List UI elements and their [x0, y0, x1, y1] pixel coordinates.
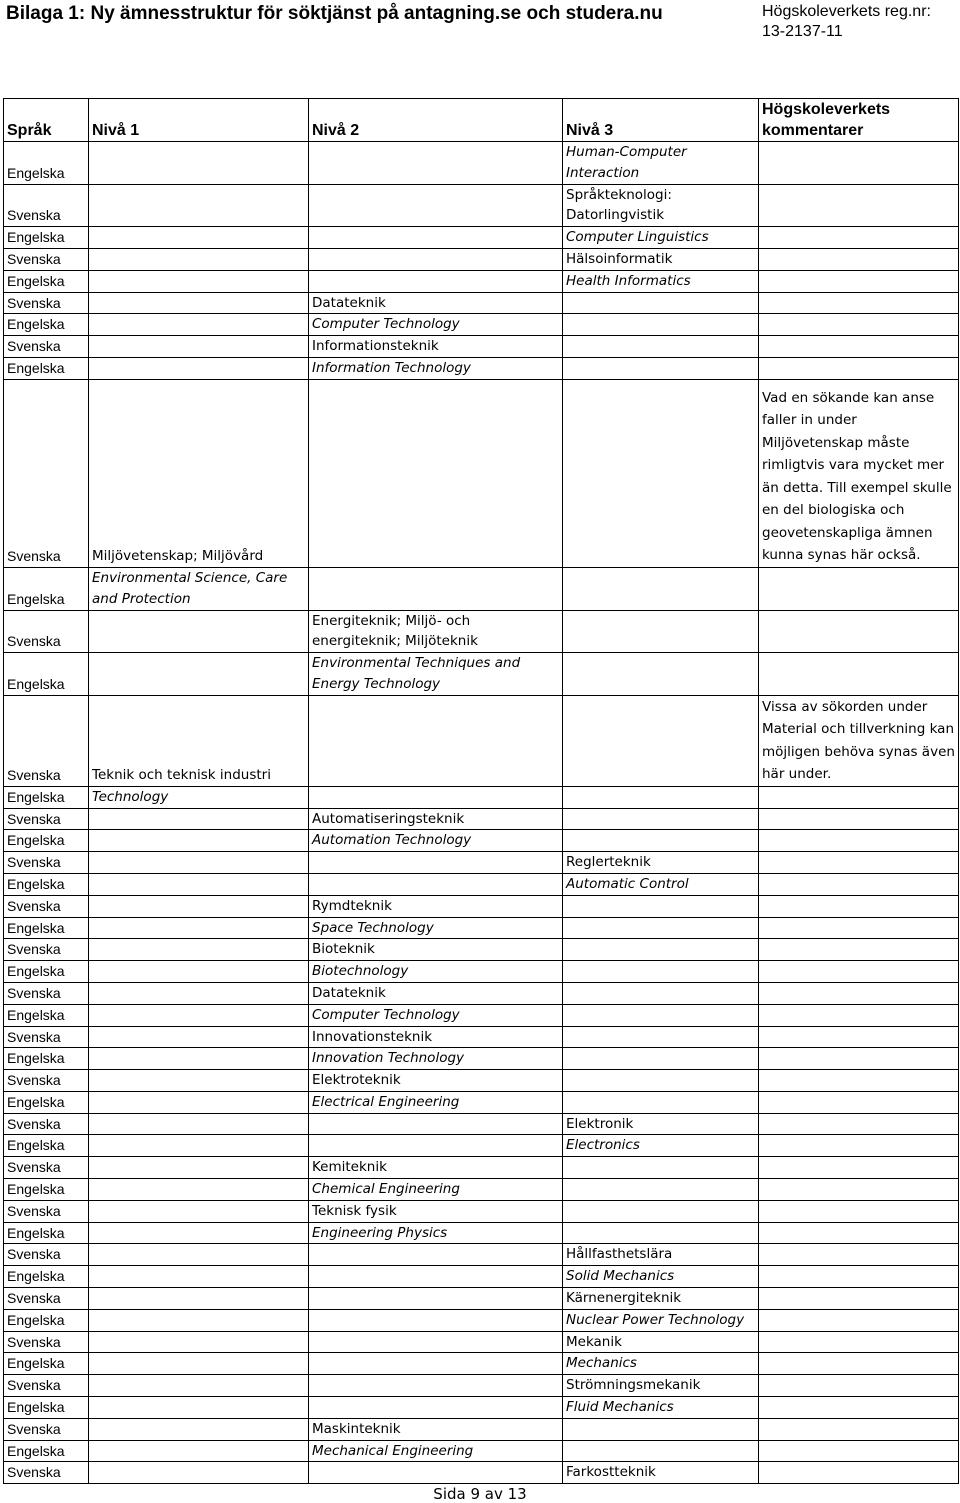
level-3-cell: [563, 1418, 759, 1440]
level-2-cell: [309, 1288, 563, 1310]
comment-cell: [759, 895, 959, 917]
level-2-cell: Mechanical Engineering: [309, 1440, 563, 1462]
language-cell: Svenska: [4, 1462, 89, 1484]
level-1-cell: Miljövetenskap; Miljövård: [89, 379, 309, 567]
level-2-cell: [309, 1244, 563, 1266]
level-2-cell: [309, 184, 563, 227]
language-cell: Engelska: [4, 142, 89, 185]
level-3-cell: [563, 1004, 759, 1026]
level-2-cell: Biotechnology: [309, 961, 563, 983]
table-row: [4, 852, 959, 874]
level-3-cell: [563, 695, 759, 786]
comment-cell: [759, 1091, 959, 1113]
comment-cell: [759, 1244, 959, 1266]
level-1-cell: [89, 1309, 309, 1331]
level-1-cell: Teknik och teknisk industri: [89, 695, 309, 786]
comment-cell: [759, 292, 959, 314]
level-3-cell: [563, 357, 759, 379]
level-2-cell: Innovation Technology: [309, 1048, 563, 1070]
comment-cell: [759, 786, 959, 808]
level-2-cell: [309, 1397, 563, 1419]
header-comments: Högskoleverkets kommentarer: [759, 99, 959, 142]
comment-cell: [759, 142, 959, 185]
level-1-cell: [89, 873, 309, 895]
level-2-cell: Informationsteknik: [309, 336, 563, 358]
comment-cell: [759, 1418, 959, 1440]
language-cell: Engelska: [4, 1048, 89, 1070]
level-3-cell: Human-Computer Interaction: [563, 142, 759, 185]
table-row: [4, 982, 959, 1004]
level-1-cell: [89, 336, 309, 358]
level-3-cell: [563, 379, 759, 567]
level-2-cell: [309, 1309, 563, 1331]
table-row: [4, 1026, 959, 1048]
level-1-cell: [89, 610, 309, 653]
header-level-3: Nivå 3: [563, 99, 759, 142]
level-3-cell: [563, 895, 759, 917]
level-3-cell: [563, 808, 759, 830]
level-3-cell: [563, 567, 759, 610]
table-row: [4, 248, 959, 270]
table-row: [4, 1179, 959, 1201]
language-cell: Engelska: [4, 1135, 89, 1157]
header-language: Språk: [4, 99, 89, 142]
table-row: [4, 1309, 959, 1331]
language-cell: Svenska: [4, 1418, 89, 1440]
level-2-cell: Energiteknik; Miljö- och energiteknik; Miljöteknik: [309, 610, 563, 653]
table-row: [4, 1353, 959, 1375]
level-1-cell: [89, 248, 309, 270]
language-cell: Svenska: [4, 379, 89, 567]
comment-cell: [759, 1135, 959, 1157]
comment-cell: [759, 1048, 959, 1070]
page-number: Sida 9 av 13: [433, 1485, 527, 1503]
level-2-cell: Kemiteknik: [309, 1157, 563, 1179]
comment-cell: [759, 270, 959, 292]
table-row: [4, 1288, 959, 1310]
level-1-cell: [89, 1353, 309, 1375]
table-row: [4, 1070, 959, 1092]
table-row: [4, 917, 959, 939]
comment-cell: [759, 1440, 959, 1462]
table-row: [4, 1222, 959, 1244]
table-row: [4, 961, 959, 983]
table-row: [4, 379, 959, 567]
level-2-cell: [309, 567, 563, 610]
comment-cell: [759, 1266, 959, 1288]
level-2-cell: Elektroteknik: [309, 1070, 563, 1092]
level-1-cell: [89, 1331, 309, 1353]
language-cell: Engelska: [4, 1309, 89, 1331]
table-row: [4, 1418, 959, 1440]
language-cell: Engelska: [4, 961, 89, 983]
comment-cell: [759, 830, 959, 852]
level-3-cell: [563, 961, 759, 983]
language-cell: Engelska: [4, 873, 89, 895]
language-cell: Engelska: [4, 1440, 89, 1462]
level-2-cell: [309, 270, 563, 292]
comment-cell: [759, 1157, 959, 1179]
table-row: [4, 142, 959, 185]
comment-cell: [759, 1397, 959, 1419]
table-row: [4, 1462, 959, 1484]
table-row: [4, 1157, 959, 1179]
level-3-cell: [563, 1440, 759, 1462]
level-3-cell: Kärnenergiteknik: [563, 1288, 759, 1310]
table-row: [4, 786, 959, 808]
level-1-cell: [89, 1026, 309, 1048]
table-row: [4, 1048, 959, 1070]
comment-cell: [759, 1222, 959, 1244]
level-1-cell: [89, 1135, 309, 1157]
language-cell: Engelska: [4, 357, 89, 379]
comment-cell: [759, 357, 959, 379]
level-3-cell: Electronics: [563, 1135, 759, 1157]
comment-cell: [759, 1331, 959, 1353]
level-1-cell: [89, 1244, 309, 1266]
level-1-cell: [89, 808, 309, 830]
language-cell: Svenska: [4, 248, 89, 270]
table-row: [4, 227, 959, 249]
comment-cell: [759, 248, 959, 270]
table-row: [4, 270, 959, 292]
level-3-cell: [563, 939, 759, 961]
level-1-cell: [89, 357, 309, 379]
level-2-cell: Computer Technology: [309, 1004, 563, 1026]
level-1-cell: [89, 1179, 309, 1201]
table-row: [4, 292, 959, 314]
table-row: [4, 939, 959, 961]
table-row: [4, 567, 959, 610]
level-1-cell: [89, 852, 309, 874]
level-3-cell: [563, 336, 759, 358]
table-row: [4, 808, 959, 830]
table-row: [4, 1135, 959, 1157]
level-1-cell: [89, 1091, 309, 1113]
level-3-cell: [563, 982, 759, 1004]
language-cell: Engelska: [4, 917, 89, 939]
level-3-cell: [563, 1026, 759, 1048]
comment-cell: Vissa av sökorden under Material och tillverkning kan möjligen behöva synas även här under.: [759, 695, 959, 786]
level-2-cell: [309, 1375, 563, 1397]
level-2-cell: [309, 248, 563, 270]
language-cell: Svenska: [4, 336, 89, 358]
language-cell: Svenska: [4, 808, 89, 830]
level-1-cell: [89, 653, 309, 696]
table-row: [4, 1004, 959, 1026]
level-3-cell: [563, 292, 759, 314]
language-cell: Engelska: [4, 1266, 89, 1288]
level-1-cell: [89, 1113, 309, 1135]
level-2-cell: [309, 786, 563, 808]
language-cell: Engelska: [4, 1397, 89, 1419]
level-1-cell: [89, 314, 309, 336]
subject-structure-table: [3, 98, 959, 1484]
table-row: [4, 336, 959, 358]
level-1-cell: Technology: [89, 786, 309, 808]
level-2-cell: Bioteknik: [309, 939, 563, 961]
language-cell: Engelska: [4, 830, 89, 852]
table-row: [4, 610, 959, 653]
level-3-cell: [563, 830, 759, 852]
level-2-cell: [309, 1353, 563, 1375]
comment-cell: [759, 184, 959, 227]
language-cell: Svenska: [4, 1200, 89, 1222]
language-cell: Svenska: [4, 852, 89, 874]
level-2-cell: [309, 227, 563, 249]
comment-cell: [759, 1026, 959, 1048]
level-1-cell: [89, 292, 309, 314]
comment-cell: [759, 808, 959, 830]
level-3-cell: Mechanics: [563, 1353, 759, 1375]
table-header-row: [4, 99, 959, 142]
language-cell: Svenska: [4, 1026, 89, 1048]
comment-cell: [759, 873, 959, 895]
level-1-cell: [89, 939, 309, 961]
level-1-cell: [89, 1070, 309, 1092]
level-2-cell: [309, 852, 563, 874]
level-1-cell: [89, 1004, 309, 1026]
level-2-cell: [309, 695, 563, 786]
level-1-cell: [89, 142, 309, 185]
level-1-cell: [89, 1222, 309, 1244]
level-3-cell: [563, 653, 759, 696]
language-cell: Svenska: [4, 895, 89, 917]
table-row: [4, 1244, 959, 1266]
comment-cell: [759, 1004, 959, 1026]
level-3-cell: [563, 610, 759, 653]
table-row: [4, 1397, 959, 1419]
level-3-cell: [563, 786, 759, 808]
level-3-cell: Farkostteknik: [563, 1462, 759, 1484]
language-cell: Svenska: [4, 1244, 89, 1266]
language-cell: Engelska: [4, 567, 89, 610]
comment-cell: [759, 314, 959, 336]
level-2-cell: Engineering Physics: [309, 1222, 563, 1244]
level-2-cell: Automatiseringsteknik: [309, 808, 563, 830]
level-2-cell: Rymdteknik: [309, 895, 563, 917]
level-2-cell: Information Technology: [309, 357, 563, 379]
comment-cell: [759, 653, 959, 696]
comment-cell: [759, 1309, 959, 1331]
level-3-cell: [563, 917, 759, 939]
level-1-cell: [89, 1397, 309, 1419]
comment-cell: [759, 1375, 959, 1397]
table-row: [4, 1375, 959, 1397]
header-level-1: Nivå 1: [89, 99, 309, 142]
level-3-cell: Strömningsmekanik: [563, 1375, 759, 1397]
level-1-cell: [89, 1288, 309, 1310]
language-cell: Engelska: [4, 1353, 89, 1375]
level-2-cell: Teknisk fysik: [309, 1200, 563, 1222]
registration-number: 13-2137-11: [762, 23, 843, 40]
level-3-cell: Fluid Mechanics: [563, 1397, 759, 1419]
language-cell: Svenska: [4, 695, 89, 786]
level-3-cell: [563, 1200, 759, 1222]
level-1-cell: [89, 1440, 309, 1462]
level-2-cell: [309, 873, 563, 895]
level-1-cell: [89, 1157, 309, 1179]
level-2-cell: [309, 1462, 563, 1484]
language-cell: Svenska: [4, 292, 89, 314]
table-row: [4, 314, 959, 336]
level-3-cell: Mekanik: [563, 1331, 759, 1353]
level-2-cell: Electrical Engineering: [309, 1091, 563, 1113]
level-2-cell: Space Technology: [309, 917, 563, 939]
table-row: [4, 357, 959, 379]
table-row: [4, 184, 959, 227]
level-1-cell: [89, 917, 309, 939]
level-1-cell: [89, 1266, 309, 1288]
comment-cell: [759, 1179, 959, 1201]
level-3-cell: Health Informatics: [563, 270, 759, 292]
comment-cell: [759, 610, 959, 653]
level-3-cell: [563, 1157, 759, 1179]
table-row: [4, 653, 959, 696]
level-2-cell: [309, 1135, 563, 1157]
level-2-cell: Environmental Techniques and Energy Technology: [309, 653, 563, 696]
language-cell: Engelska: [4, 227, 89, 249]
level-1-cell: [89, 1462, 309, 1484]
language-cell: Engelska: [4, 314, 89, 336]
level-3-cell: [563, 1179, 759, 1201]
language-cell: Svenska: [4, 1157, 89, 1179]
comment-cell: [759, 1288, 959, 1310]
comment-cell: [759, 852, 959, 874]
level-3-cell: Nuclear Power Technology: [563, 1309, 759, 1331]
level-2-cell: Chemical Engineering: [309, 1179, 563, 1201]
level-1-cell: Environmental Science, Care and Protection: [89, 567, 309, 610]
language-cell: Engelska: [4, 1004, 89, 1026]
header-level-2: Nivå 2: [309, 99, 563, 142]
comment-cell: [759, 1462, 959, 1484]
level-3-cell: Computer Linguistics: [563, 227, 759, 249]
language-cell: Svenska: [4, 1288, 89, 1310]
level-2-cell: Computer Technology: [309, 314, 563, 336]
level-3-cell: [563, 1091, 759, 1113]
level-2-cell: [309, 1266, 563, 1288]
level-2-cell: Innovationsteknik: [309, 1026, 563, 1048]
comment-cell: Vad en sökande kan anse faller in under Miljövetenskap måste rimligtvis vara mycket mer än detta. Till exempel skulle en del biologiska och geovetenskapliga ämnen kunna synas här också.: [759, 379, 959, 567]
level-2-cell: Automation Technology: [309, 830, 563, 852]
language-cell: Engelska: [4, 1222, 89, 1244]
comment-cell: [759, 567, 959, 610]
level-2-cell: Datateknik: [309, 982, 563, 1004]
comment-cell: [759, 336, 959, 358]
language-cell: Engelska: [4, 1091, 89, 1113]
subject-structure-table-container: [3, 98, 958, 1484]
level-3-cell: Solid Mechanics: [563, 1266, 759, 1288]
table-row: [4, 873, 959, 895]
comment-cell: [759, 1070, 959, 1092]
comment-cell: [759, 1200, 959, 1222]
document-title: Bilaga 1: Ny ämnesstruktur för söktjänst på antagning.se och studera.nu: [6, 3, 663, 24]
level-3-cell: Automatic Control: [563, 873, 759, 895]
level-1-cell: [89, 830, 309, 852]
level-3-cell: Hållfasthetslära: [563, 1244, 759, 1266]
level-2-cell: Datateknik: [309, 292, 563, 314]
table-row: [4, 695, 959, 786]
table-body: [4, 142, 959, 1484]
comment-cell: [759, 1113, 959, 1135]
comment-cell: [759, 917, 959, 939]
level-2-cell: [309, 142, 563, 185]
level-2-cell: [309, 379, 563, 567]
level-1-cell: [89, 270, 309, 292]
language-cell: Svenska: [4, 982, 89, 1004]
language-cell: Svenska: [4, 184, 89, 227]
language-cell: Engelska: [4, 653, 89, 696]
comment-cell: [759, 227, 959, 249]
language-cell: Svenska: [4, 1070, 89, 1092]
language-cell: Svenska: [4, 1375, 89, 1397]
table-row: [4, 1331, 959, 1353]
level-3-cell: Elektronik: [563, 1113, 759, 1135]
table-row: [4, 1200, 959, 1222]
table-row: [4, 1113, 959, 1135]
level-3-cell: [563, 1070, 759, 1092]
level-1-cell: [89, 184, 309, 227]
level-3-cell: [563, 314, 759, 336]
level-1-cell: [89, 1200, 309, 1222]
level-1-cell: [89, 1418, 309, 1440]
table-row: [4, 1266, 959, 1288]
language-cell: Engelska: [4, 786, 89, 808]
language-cell: Svenska: [4, 610, 89, 653]
comment-cell: [759, 982, 959, 1004]
language-cell: Engelska: [4, 1179, 89, 1201]
level-1-cell: [89, 1375, 309, 1397]
registration-label: Högskoleverkets reg.nr:: [762, 3, 931, 20]
comment-cell: [759, 1353, 959, 1375]
comment-cell: [759, 939, 959, 961]
language-cell: Engelska: [4, 270, 89, 292]
level-1-cell: [89, 982, 309, 1004]
language-cell: Svenska: [4, 1113, 89, 1135]
level-1-cell: [89, 895, 309, 917]
level-3-cell: Språkteknologi: Datorlingvistik: [563, 184, 759, 227]
level-3-cell: Hälsoinformatik: [563, 248, 759, 270]
table-row: [4, 895, 959, 917]
comment-cell: [759, 961, 959, 983]
level-2-cell: Maskinteknik: [309, 1418, 563, 1440]
level-1-cell: [89, 227, 309, 249]
language-cell: Svenska: [4, 1331, 89, 1353]
level-3-cell: Reglerteknik: [563, 852, 759, 874]
level-3-cell: [563, 1048, 759, 1070]
level-3-cell: [563, 1222, 759, 1244]
table-row: [4, 1091, 959, 1113]
level-1-cell: [89, 1048, 309, 1070]
language-cell: Svenska: [4, 939, 89, 961]
table-row: [4, 1440, 959, 1462]
table-row: [4, 830, 959, 852]
level-2-cell: [309, 1113, 563, 1135]
level-1-cell: [89, 961, 309, 983]
level-2-cell: [309, 1331, 563, 1353]
